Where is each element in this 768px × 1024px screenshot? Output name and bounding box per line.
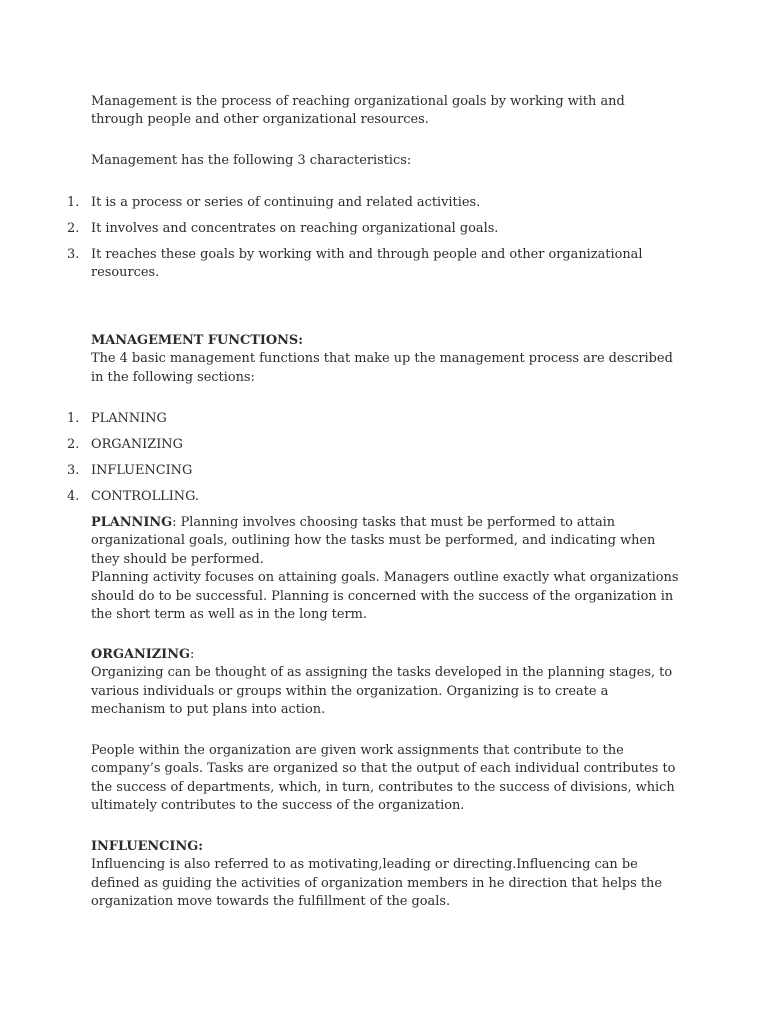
organizing-heading bbox=[91, 646, 681, 664]
list-item bbox=[0, 488, 681, 506]
organizing-paragraph-2: People within the organization are given work assignments that contribute to the company’s goals. Tasks are organized so that the output of each individual contributes to the success of departments, which, in turn, contributes to the success of divisions, which ultimately contributes to the success of the organization. bbox=[91, 743, 676, 814]
list-item-text: CONTROLLING. bbox=[91, 489, 200, 504]
planning-paragraph-2: Planning activity focuses on attaining goals. Managers outline exactly what organizations should do to be successful. Planning is concerned with the success of the organization in the short term as well as in the long term. bbox=[91, 570, 679, 623]
planning-section bbox=[91, 514, 681, 624]
list-item bbox=[0, 194, 681, 212]
list-item bbox=[0, 410, 681, 428]
management-functions-section bbox=[91, 332, 681, 387]
list-number: 2. bbox=[67, 437, 80, 452]
organizing-section bbox=[91, 646, 681, 720]
list-number: 3. bbox=[67, 463, 80, 478]
list-number: 2. bbox=[67, 221, 80, 236]
list-item bbox=[0, 220, 681, 238]
organizing-paragraph-1: Organizing can be thought of as assigning the tasks developed in the planning stages, to various individuals or groups within the organization. Organizing is to create a mechanism to put plans into action. bbox=[91, 665, 673, 718]
list-item bbox=[0, 462, 681, 480]
list-item bbox=[0, 246, 681, 283]
organizing-colon: : bbox=[190, 647, 195, 662]
characteristics-lead: Management has the following 3 characteristics: bbox=[91, 153, 412, 168]
organizing-label: ORGANIZING bbox=[91, 647, 190, 662]
list-number: 3. bbox=[67, 247, 80, 262]
list-item-text: PLANNING bbox=[91, 411, 167, 426]
list-item-text: ORGANIZING bbox=[91, 437, 183, 452]
list-item bbox=[0, 436, 681, 454]
management-definition: Management is the process of reaching organizational goals by working with and through people and other organizational resources. bbox=[91, 94, 625, 128]
list-item-text: INFLUENCING bbox=[91, 463, 193, 478]
planning-text-1: : Planning involves choosing tasks that must be performed to attain organizational goals, outlining how the tasks must be performed, and indicating when they should be performed. bbox=[91, 515, 656, 567]
planning-paragraph-1 bbox=[91, 514, 681, 569]
influencing-section bbox=[91, 838, 681, 912]
list-item-text: It is a process or series of continuing and related activities. bbox=[91, 195, 481, 210]
list-number: 1. bbox=[67, 195, 80, 210]
list-number: 1. bbox=[67, 411, 80, 426]
planning-label: PLANNING bbox=[91, 515, 173, 530]
functions-intro: The 4 basic management functions that make up the management process are described in the following sections: bbox=[91, 351, 673, 385]
list-item-text: It reaches these goals by working with and through people and other organizational resources. bbox=[91, 247, 643, 281]
influencing-heading: INFLUENCING: bbox=[91, 839, 204, 854]
influencing-paragraph-1: Influencing is also referred to as motivating,leading or directing.Influencing can be defined as guiding the activities of organization members in he direction that helps the organization move towards the fulfillment of the goals. bbox=[91, 857, 662, 910]
list-item-text: It involves and concentrates on reaching organizational goals. bbox=[91, 221, 499, 236]
section-heading: MANAGEMENT FUNCTIONS: bbox=[91, 333, 303, 348]
list-number: 4. bbox=[67, 489, 80, 504]
